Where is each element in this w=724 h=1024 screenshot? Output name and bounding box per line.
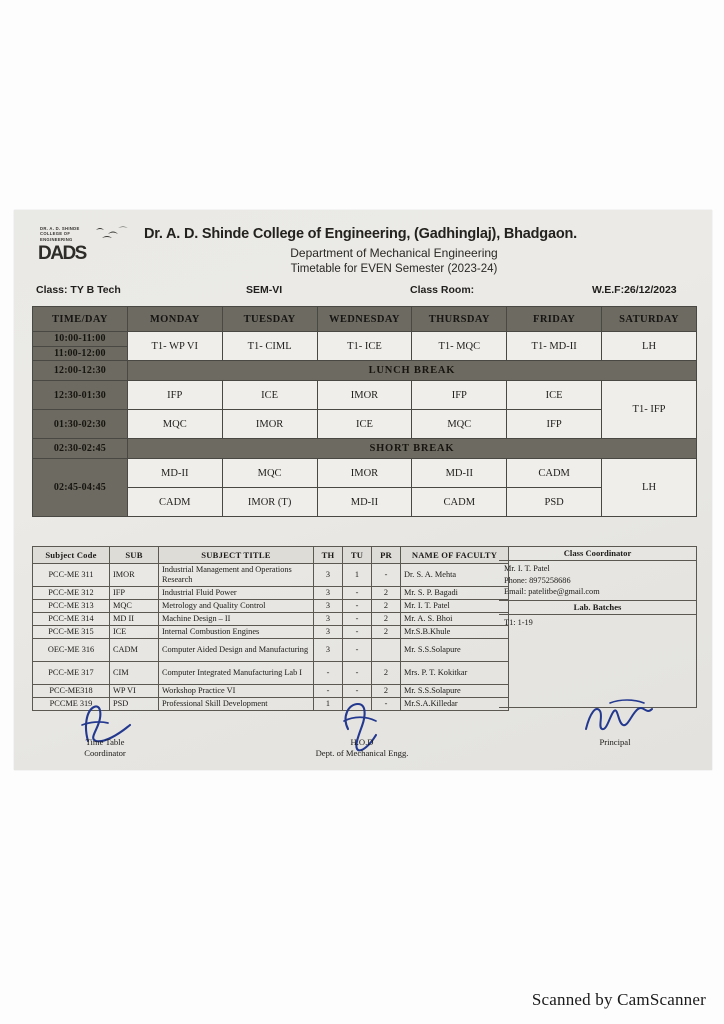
cell-thu-t3: IFP xyxy=(412,381,507,410)
cell-tue-t4: IMOR xyxy=(222,410,317,439)
table-row xyxy=(33,488,697,517)
subject-code: OEC-ME 316 xyxy=(33,639,110,662)
subject-abbr: CIM xyxy=(110,662,159,685)
time-slot-lunch: 12:00-12:30 xyxy=(33,361,128,381)
subject-abbr: PSD xyxy=(110,698,159,711)
table-row xyxy=(33,564,509,587)
timetable-grid xyxy=(32,306,697,517)
subject-code: PCC-ME 314 xyxy=(33,613,110,626)
subject-faculty: Dr. S. A. Mehta xyxy=(401,564,509,587)
subject-tu: - xyxy=(343,639,372,662)
subject-abbr: IMOR xyxy=(110,564,159,587)
subject-pr: 2 xyxy=(372,587,401,600)
timetable-coordinator-label xyxy=(70,737,140,759)
subject-pr: 2 xyxy=(372,600,401,613)
subject-tu: - xyxy=(343,662,372,685)
subject-abbr: CADM xyxy=(110,639,159,662)
class-coordinator-box xyxy=(499,546,697,708)
timetable-semester-line: Timetable for EVEN Semester (2023-24) xyxy=(290,263,498,275)
scanned-page xyxy=(14,210,712,770)
subject-faculty: Mr.S.A.Killedar xyxy=(401,698,509,711)
time-slot-2: 11:00-12:00 xyxy=(33,346,128,361)
subject-tu: - xyxy=(343,685,372,698)
sub-col-title: SUBJECT TITLE xyxy=(159,547,314,564)
logo-line-1: DR. A. D. SHINDE xyxy=(40,226,80,231)
cell-mon-morning: T1- WP VI xyxy=(127,332,222,361)
cell-tue-t5b: IMOR (T) xyxy=(222,488,317,517)
coordinator-details xyxy=(499,561,696,600)
wef-date-label: W.E.F:26/12/2023 xyxy=(592,284,677,296)
cell-wed-t5a: IMOR xyxy=(317,459,412,488)
cell-mon-t5a: MD-II xyxy=(127,459,222,488)
table-row xyxy=(33,332,697,347)
sub-col-th: TH xyxy=(314,547,343,564)
subject-faculty: Mr.S.B.Khule xyxy=(401,626,509,639)
cell-sat-morning: LH xyxy=(602,332,697,361)
subject-tu: - xyxy=(343,613,372,626)
table-row-lunch xyxy=(33,361,697,381)
subject-faculty: Mr. A. S. Bhoi xyxy=(401,613,509,626)
class-info-line xyxy=(14,284,712,302)
subject-pr: - xyxy=(372,698,401,711)
cell-fri-t4: IFP xyxy=(507,410,602,439)
subject-tu: - xyxy=(343,587,372,600)
cell-mon-t4: MQC xyxy=(127,410,222,439)
timetable-header-row xyxy=(33,307,697,332)
subject-th: 3 xyxy=(314,587,343,600)
time-slot-5: 02:45-04:45 xyxy=(33,459,128,517)
subject-faculty: Mr. I. T. Patel xyxy=(401,600,509,613)
cell-sat-evening: LH xyxy=(602,459,697,517)
cell-fri-morning: T1- MD-II xyxy=(507,332,602,361)
time-slot-short-break: 02:30-02:45 xyxy=(33,439,128,459)
col-header-time: TIME/DAY xyxy=(33,307,128,332)
sub-col-code: Subject Code xyxy=(33,547,110,564)
subject-title: Workshop Practice VI xyxy=(159,685,314,698)
birds-icon xyxy=(94,225,134,241)
col-header-monday: MONDAY xyxy=(127,307,222,332)
lab-batches-title: Lab. Batches xyxy=(499,600,696,615)
subject-code: PCC-ME318 xyxy=(33,685,110,698)
subject-th: - xyxy=(314,685,343,698)
subject-abbr: MQC xyxy=(110,600,159,613)
cell-tue-t3: ICE xyxy=(222,381,317,410)
subject-th: 3 xyxy=(314,564,343,587)
subject-pr: 2 xyxy=(372,626,401,639)
table-row xyxy=(33,662,509,685)
subject-abbr: MD II xyxy=(110,613,159,626)
subject-faculty: Mrs. P. T. Kokitkar xyxy=(401,662,509,685)
subject-abbr: ICE xyxy=(110,626,159,639)
sub-col-tu: TU xyxy=(343,547,372,564)
sub-col-sub: SUB xyxy=(110,547,159,564)
subject-abbr: IFP xyxy=(110,587,159,600)
table-row xyxy=(33,685,509,698)
college-name: Dr. A. D. Shinde College of Engineering, (Gadhinglaj), Bhadgaon. xyxy=(144,226,577,242)
subject-code: PCC-ME 311 xyxy=(33,564,110,587)
cell-thu-morning: T1- MQC xyxy=(412,332,507,361)
sig-line-hod-2: Dept. of Mechanical Engg. xyxy=(315,748,409,758)
cell-mon-t3: IFP xyxy=(127,381,222,410)
time-slot-4: 01:30-02:30 xyxy=(33,410,128,439)
subject-th: 3 xyxy=(314,626,343,639)
class-coordinator-title: Class Coordinator xyxy=(499,547,696,561)
subject-table-header-row xyxy=(33,547,509,564)
logo-line-3: ENGINEERING xyxy=(40,236,73,242)
cell-thu-t5a: MD-II xyxy=(412,459,507,488)
sig-line-tt-1: Time Table xyxy=(85,737,125,747)
subject-th: - xyxy=(314,662,343,685)
time-slot-1: 10:00-11:00 xyxy=(33,332,128,347)
coordinator-phone: Phone: 8975258686 xyxy=(504,575,571,585)
sub-col-faculty: NAME OF FACULTY xyxy=(401,547,509,564)
lunch-break-label: LUNCH BREAK xyxy=(127,361,696,381)
logo-text-lines xyxy=(40,226,80,242)
subject-tu: 1 xyxy=(343,564,372,587)
logo-wordmark: DADS xyxy=(38,243,86,264)
semester-label: SEM-VI xyxy=(246,284,283,296)
lab-batch-value: T1: 1-19 xyxy=(504,617,533,627)
subject-code: PCC-ME 313 xyxy=(33,600,110,613)
table-row xyxy=(33,410,697,439)
col-header-tuesday: TUESDAY xyxy=(222,307,317,332)
subject-code: PCC-ME 317 xyxy=(33,662,110,685)
camscanner-watermark: Scanned by CamScanner xyxy=(531,990,706,1009)
cell-wed-morning: T1- ICE xyxy=(317,332,412,361)
subject-pr: 2 xyxy=(372,662,401,685)
subject-pr: 2 xyxy=(372,613,401,626)
subject-abbr: WP VI xyxy=(110,685,159,698)
col-header-thursday: THURSDAY xyxy=(412,307,507,332)
class-label: Class: TY B Tech xyxy=(36,284,121,296)
subject-title: Computer Integrated Manufacturing Lab I xyxy=(159,662,314,685)
subject-table xyxy=(32,546,509,711)
sub-col-pr: PR xyxy=(372,547,401,564)
coordinator-name: Mr. I. T. Patel xyxy=(504,564,550,573)
cell-thu-t4: MQC xyxy=(412,410,507,439)
department-name: Department of Mechanical Engineering xyxy=(290,246,498,260)
coordinator-email: Email: patelitbe@gmail.com xyxy=(504,587,600,596)
subject-title: Metrology and Quality Control xyxy=(159,600,314,613)
table-row xyxy=(33,381,697,410)
cell-wed-t4: ICE xyxy=(317,410,412,439)
subject-title: Industrial Fluid Power xyxy=(159,587,314,600)
subject-th: 3 xyxy=(314,600,343,613)
cell-tue-t5a: MQC xyxy=(222,459,317,488)
subject-tu: - xyxy=(343,626,372,639)
subject-pr: 2 xyxy=(372,685,401,698)
subject-faculty: Mr. S.S.Solapure xyxy=(401,639,509,662)
short-break-label: SHORT BREAK xyxy=(127,439,696,459)
college-logo xyxy=(38,224,134,268)
table-row xyxy=(33,626,509,639)
principal-label: Principal xyxy=(599,737,631,747)
signature-section xyxy=(32,715,697,765)
subject-tu: - xyxy=(343,698,372,711)
time-slot-3: 12:30-01:30 xyxy=(33,381,128,410)
cell-sat-afternoon: T1- IFP xyxy=(602,381,697,439)
cell-mon-t5b: CADM xyxy=(127,488,222,517)
table-row-short-break xyxy=(33,439,697,459)
sig-line-hod-1: H.O.D xyxy=(350,737,374,747)
subject-faculty: Mr. S.S.Solapure xyxy=(401,685,509,698)
logo-line-2: COLLEGE OF xyxy=(40,231,71,237)
subject-code: PCC-ME 312 xyxy=(33,587,110,600)
cell-wed-t5b: MD-II xyxy=(317,488,412,517)
table-row xyxy=(33,639,509,662)
table-row xyxy=(33,587,509,600)
table-row xyxy=(33,600,509,613)
col-header-friday: FRIDAY xyxy=(507,307,602,332)
cell-wed-t3: IMOR xyxy=(317,381,412,410)
cell-thu-t5b: CADM xyxy=(412,488,507,517)
subject-title: Professional Skill Development xyxy=(159,698,314,711)
subject-th: 3 xyxy=(314,639,343,662)
subject-pr: - xyxy=(372,564,401,587)
sig-line-tt-2: Coordinator xyxy=(84,748,126,758)
subject-code: PCCME 319 xyxy=(33,698,110,711)
table-row xyxy=(33,459,697,488)
col-header-saturday: SATURDAY xyxy=(602,307,697,332)
subject-faculty: Mr. S. P. Bagadi xyxy=(401,587,509,600)
subject-title: Industrial Management and Operations Research xyxy=(159,564,314,587)
hod-label xyxy=(282,737,442,759)
table-row xyxy=(33,613,509,626)
subject-title: Machine Design – II xyxy=(159,613,314,626)
subject-th: 3 xyxy=(314,613,343,626)
subject-code: PCC-ME 315 xyxy=(33,626,110,639)
cell-fri-t5b: PSD xyxy=(507,488,602,517)
subject-section xyxy=(32,546,697,711)
class-room-label: Class Room: xyxy=(410,284,475,296)
subject-pr xyxy=(372,639,401,662)
cell-fri-t5a: CADM xyxy=(507,459,602,488)
table-row xyxy=(33,698,509,711)
cell-tue-morning: T1- CIML xyxy=(222,332,317,361)
subject-th: 1 xyxy=(314,698,343,711)
col-header-wednesday: WEDNESDAY xyxy=(317,307,412,332)
subject-tu: - xyxy=(343,600,372,613)
subject-title: Computer Aided Design and Manufacturing xyxy=(159,639,314,662)
cell-fri-t3: ICE xyxy=(507,381,602,410)
subject-title: Internal Combustion Engines xyxy=(159,626,314,639)
